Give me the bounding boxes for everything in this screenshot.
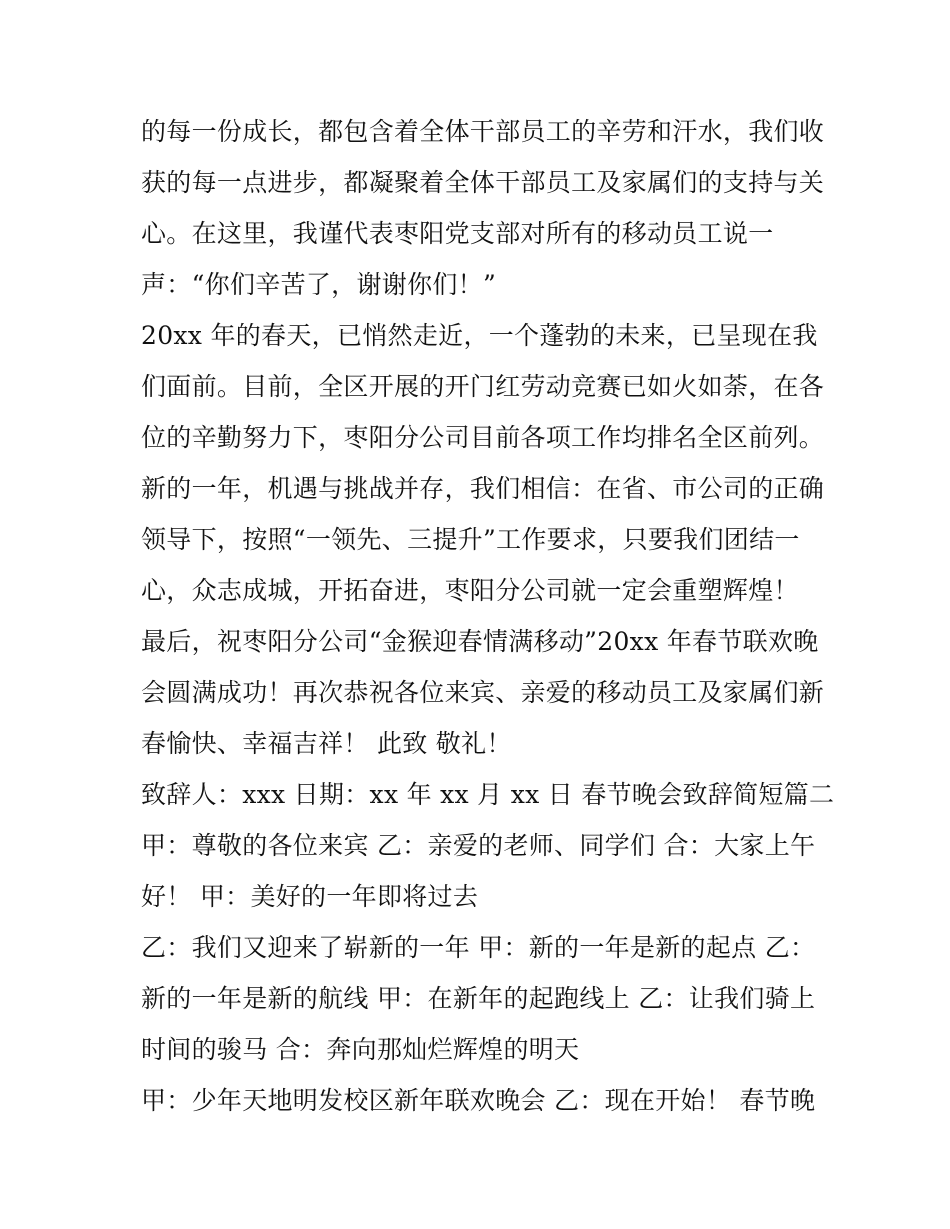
- text-line: 新的一年是新的航线 甲：在新年的起跑线上 乙：让我们骑上: [141, 984, 816, 1013]
- text-line: 声：“你们辛苦了，谢谢你们！”: [141, 270, 497, 299]
- text-line: 心，众志成城，开拓奋进，枣阳分公司就一定会重塑辉煌！: [141, 576, 799, 605]
- text-line: 领导下，按照“一领先、三提升”工作要求，只要我们团结一: [141, 525, 800, 554]
- text-line: 致辞人：xxx 日期：xx 年 xx 月 xx 日 春节晚会致辞简短篇二: [141, 780, 835, 809]
- text-line: 乙：我们又迎来了崭新的一年 甲：新的一年是新的起点 乙：: [141, 933, 816, 962]
- document-body: [141, 106, 835, 1126]
- text-line: 心。在这里，我谨代表枣阳党支部对所有的移动员工说一: [141, 219, 774, 248]
- text-line: 的每一份成长，都包含着全体干部员工的辛劳和汗水，我们收: [141, 117, 825, 146]
- text-line: 好！ 甲：美好的一年即将过去: [141, 882, 479, 911]
- text-line: 获的每一点进步，都凝聚着全体干部员工及家属们的支持与关: [141, 168, 825, 197]
- text-line: 20xx 年的春天，已悄然走近，一个蓬勃的未来，已呈现在我: [141, 321, 818, 350]
- text-line: 春愉快、幸福吉祥！ 此致 敬礼！: [141, 729, 512, 758]
- text-line: 会圆满成功！再次恭祝各位来宾、亲爱的移动员工及家属们新: [141, 678, 825, 707]
- text-line: 甲：少年天地明发校区新年联欢晚会 乙：现在开始！ 春节晚: [141, 1086, 816, 1115]
- text-line: 们面前。目前，全区开展的开门红劳动竞赛已如火如荼，在各: [141, 372, 825, 401]
- text-line: 甲：尊敬的各位来宾 乙：亲爱的老师、同学们 合：大家上午: [141, 831, 816, 860]
- text-line: 新的一年，机遇与挑战并存，我们相信：在省、市公司的正确: [141, 474, 825, 503]
- text-line: 最后，祝枣阳分公司“金猴迎春情满移动”20xx 年春节联欢晚: [141, 627, 819, 656]
- text-line: 位的辛勤努力下，枣阳分公司目前各项工作均排名全区前列。: [141, 423, 825, 452]
- text-line: 时间的骏马 合：奔向那灿烂辉煌的明天: [141, 1035, 580, 1064]
